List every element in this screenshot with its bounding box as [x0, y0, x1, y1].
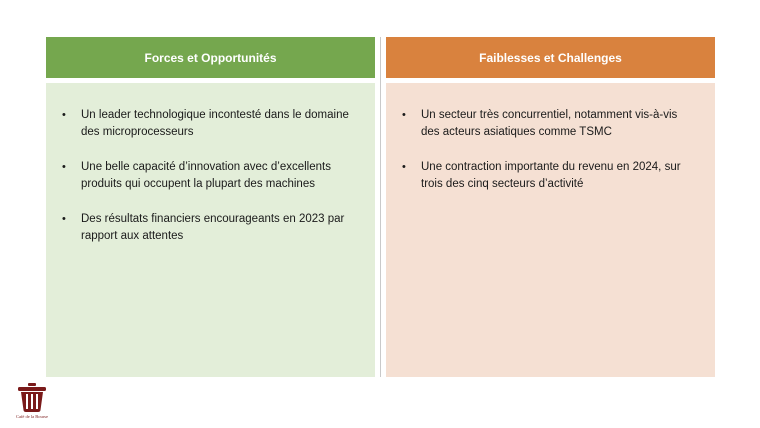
list-item-text: Une belle capacité d’innovation avec d’excellents produits qui occupent la plupart des machines: [81, 161, 331, 190]
strengths-title: Forces et Opportunités: [144, 50, 277, 65]
list-item: [402, 159, 695, 193]
weaknesses-column: [386, 37, 715, 377]
bullet-icon: •: [62, 213, 66, 225]
list-item: [62, 107, 355, 141]
weaknesses-body: [386, 83, 715, 377]
weaknesses-title: Faiblesses et Challenges: [479, 50, 622, 65]
list-item-text: Une contraction importante du revenu en 2024, sur trois des cinq secteurs d’activité: [421, 161, 681, 190]
weaknesses-header: [386, 37, 715, 78]
bullet-icon: •: [402, 161, 406, 173]
list-item-text: Des résultats financiers encourageants en 2023 par rapport aux attentes: [81, 213, 345, 242]
bullet-icon: •: [62, 161, 66, 173]
strengths-column: [46, 37, 375, 377]
logo-caption: Café de la Bourse: [15, 414, 49, 419]
list-item: [62, 211, 355, 245]
weaknesses-list: [402, 107, 695, 193]
bullet-icon: •: [62, 109, 66, 121]
strengths-body: [46, 83, 375, 377]
strengths-header: [46, 37, 375, 78]
list-item-text: Un leader technologique incontesté dans le domaine des microprocesseurs: [81, 109, 349, 138]
list-item: [62, 159, 355, 193]
strengths-list: [62, 107, 355, 245]
column-divider: [380, 37, 381, 377]
list-item: [402, 107, 695, 141]
list-item-text: Un secteur très concurrentiel, notamment vis-à-vis des acteurs asiatiques comme TSMC: [421, 109, 678, 138]
bullet-icon: •: [402, 109, 406, 121]
